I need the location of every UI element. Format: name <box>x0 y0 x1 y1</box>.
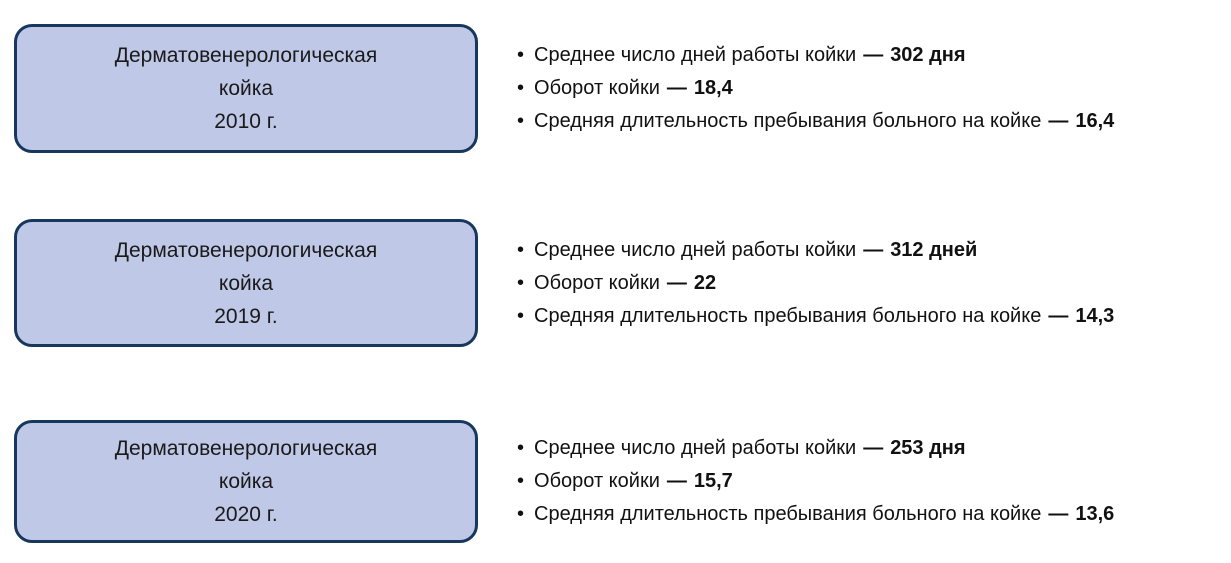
bullet-icon: • <box>517 271 525 294</box>
stat-label: Среднее число дней работы койки <box>534 238 857 261</box>
stats-list-2019 <box>478 234 1221 333</box>
bullet-icon: • <box>517 238 525 261</box>
stat-label: Средняя длительность пребывания больного на койке <box>534 304 1042 327</box>
stat-label: Среднее число дней работы койки <box>534 437 857 459</box>
bullet-icon: • <box>517 44 525 66</box>
stat-value: 13,6 <box>1075 503 1115 525</box>
box-title-line: Дерматовенерологическая <box>114 437 378 460</box>
stat-item-bed-turnover <box>517 72 1221 105</box>
year-row-2010 <box>14 24 1221 153</box>
bed-type-box-2019 <box>14 219 478 347</box>
em-dash: — <box>666 271 687 294</box>
bullet-icon: • <box>517 437 525 459</box>
stat-value: 14,3 <box>1075 304 1115 327</box>
year-row-2020 <box>14 420 1221 543</box>
stat-item-bed-days <box>517 432 1221 465</box>
box-subtitle-line: койка <box>218 271 274 295</box>
stat-label: Средняя длительность пребывания больного на койке <box>534 110 1042 132</box>
box-year-line: 2019 г. <box>214 304 278 328</box>
stats-list-2010 <box>478 39 1221 138</box>
stat-item-bed-days <box>517 234 1221 267</box>
stat-value: 302 дня <box>890 44 966 66</box>
em-dash: — <box>1048 304 1069 327</box>
box-title-line: Дерматовенерологическая <box>114 238 378 262</box>
em-dash: — <box>863 437 884 459</box>
em-dash: — <box>1048 110 1069 132</box>
stat-item-avg-stay <box>517 498 1221 531</box>
em-dash: — <box>666 470 687 492</box>
bullet-icon: • <box>517 304 525 327</box>
stat-value: 16,4 <box>1075 110 1115 132</box>
stat-value: 22 <box>693 271 717 294</box>
em-dash: — <box>1048 503 1069 525</box>
bed-type-box-2010 <box>14 24 478 153</box>
box-subtitle-line: койка <box>218 77 274 100</box>
stat-label: Среднее число дней работы койки <box>534 44 857 66</box>
bullet-icon: • <box>517 503 525 525</box>
box-year-line: 2010 г. <box>214 110 278 133</box>
bullet-icon: • <box>517 470 525 492</box>
em-dash: — <box>863 44 884 66</box>
stat-item-bed-days <box>517 39 1221 72</box>
bullet-icon: • <box>517 77 525 99</box>
box-year-line: 2020 г. <box>214 503 278 526</box>
box-subtitle-line: койка <box>218 470 274 493</box>
stat-item-bed-turnover <box>517 465 1221 498</box>
em-dash: — <box>666 77 687 99</box>
stat-item-avg-stay <box>517 300 1221 333</box>
stat-item-bed-turnover <box>517 267 1221 300</box>
box-title-line: Дерматовенерологическая <box>114 44 378 67</box>
stat-label: Оборот койки <box>534 271 660 294</box>
stat-label: Средняя длительность пребывания больного на койке <box>534 503 1042 525</box>
stat-label: Оборот койки <box>534 77 660 99</box>
stat-label: Оборот койки <box>534 470 660 492</box>
stat-value: 15,7 <box>693 470 733 492</box>
stat-value: 253 дня <box>890 437 966 459</box>
stat-value: 312 дней <box>890 238 978 261</box>
bullet-icon: • <box>517 110 525 132</box>
stat-value: 18,4 <box>693 77 733 99</box>
year-row-2019 <box>14 219 1221 347</box>
stat-item-avg-stay <box>517 105 1221 138</box>
stats-list-2020 <box>478 432 1221 531</box>
bed-type-box-2020 <box>14 420 478 543</box>
em-dash: — <box>863 238 884 261</box>
